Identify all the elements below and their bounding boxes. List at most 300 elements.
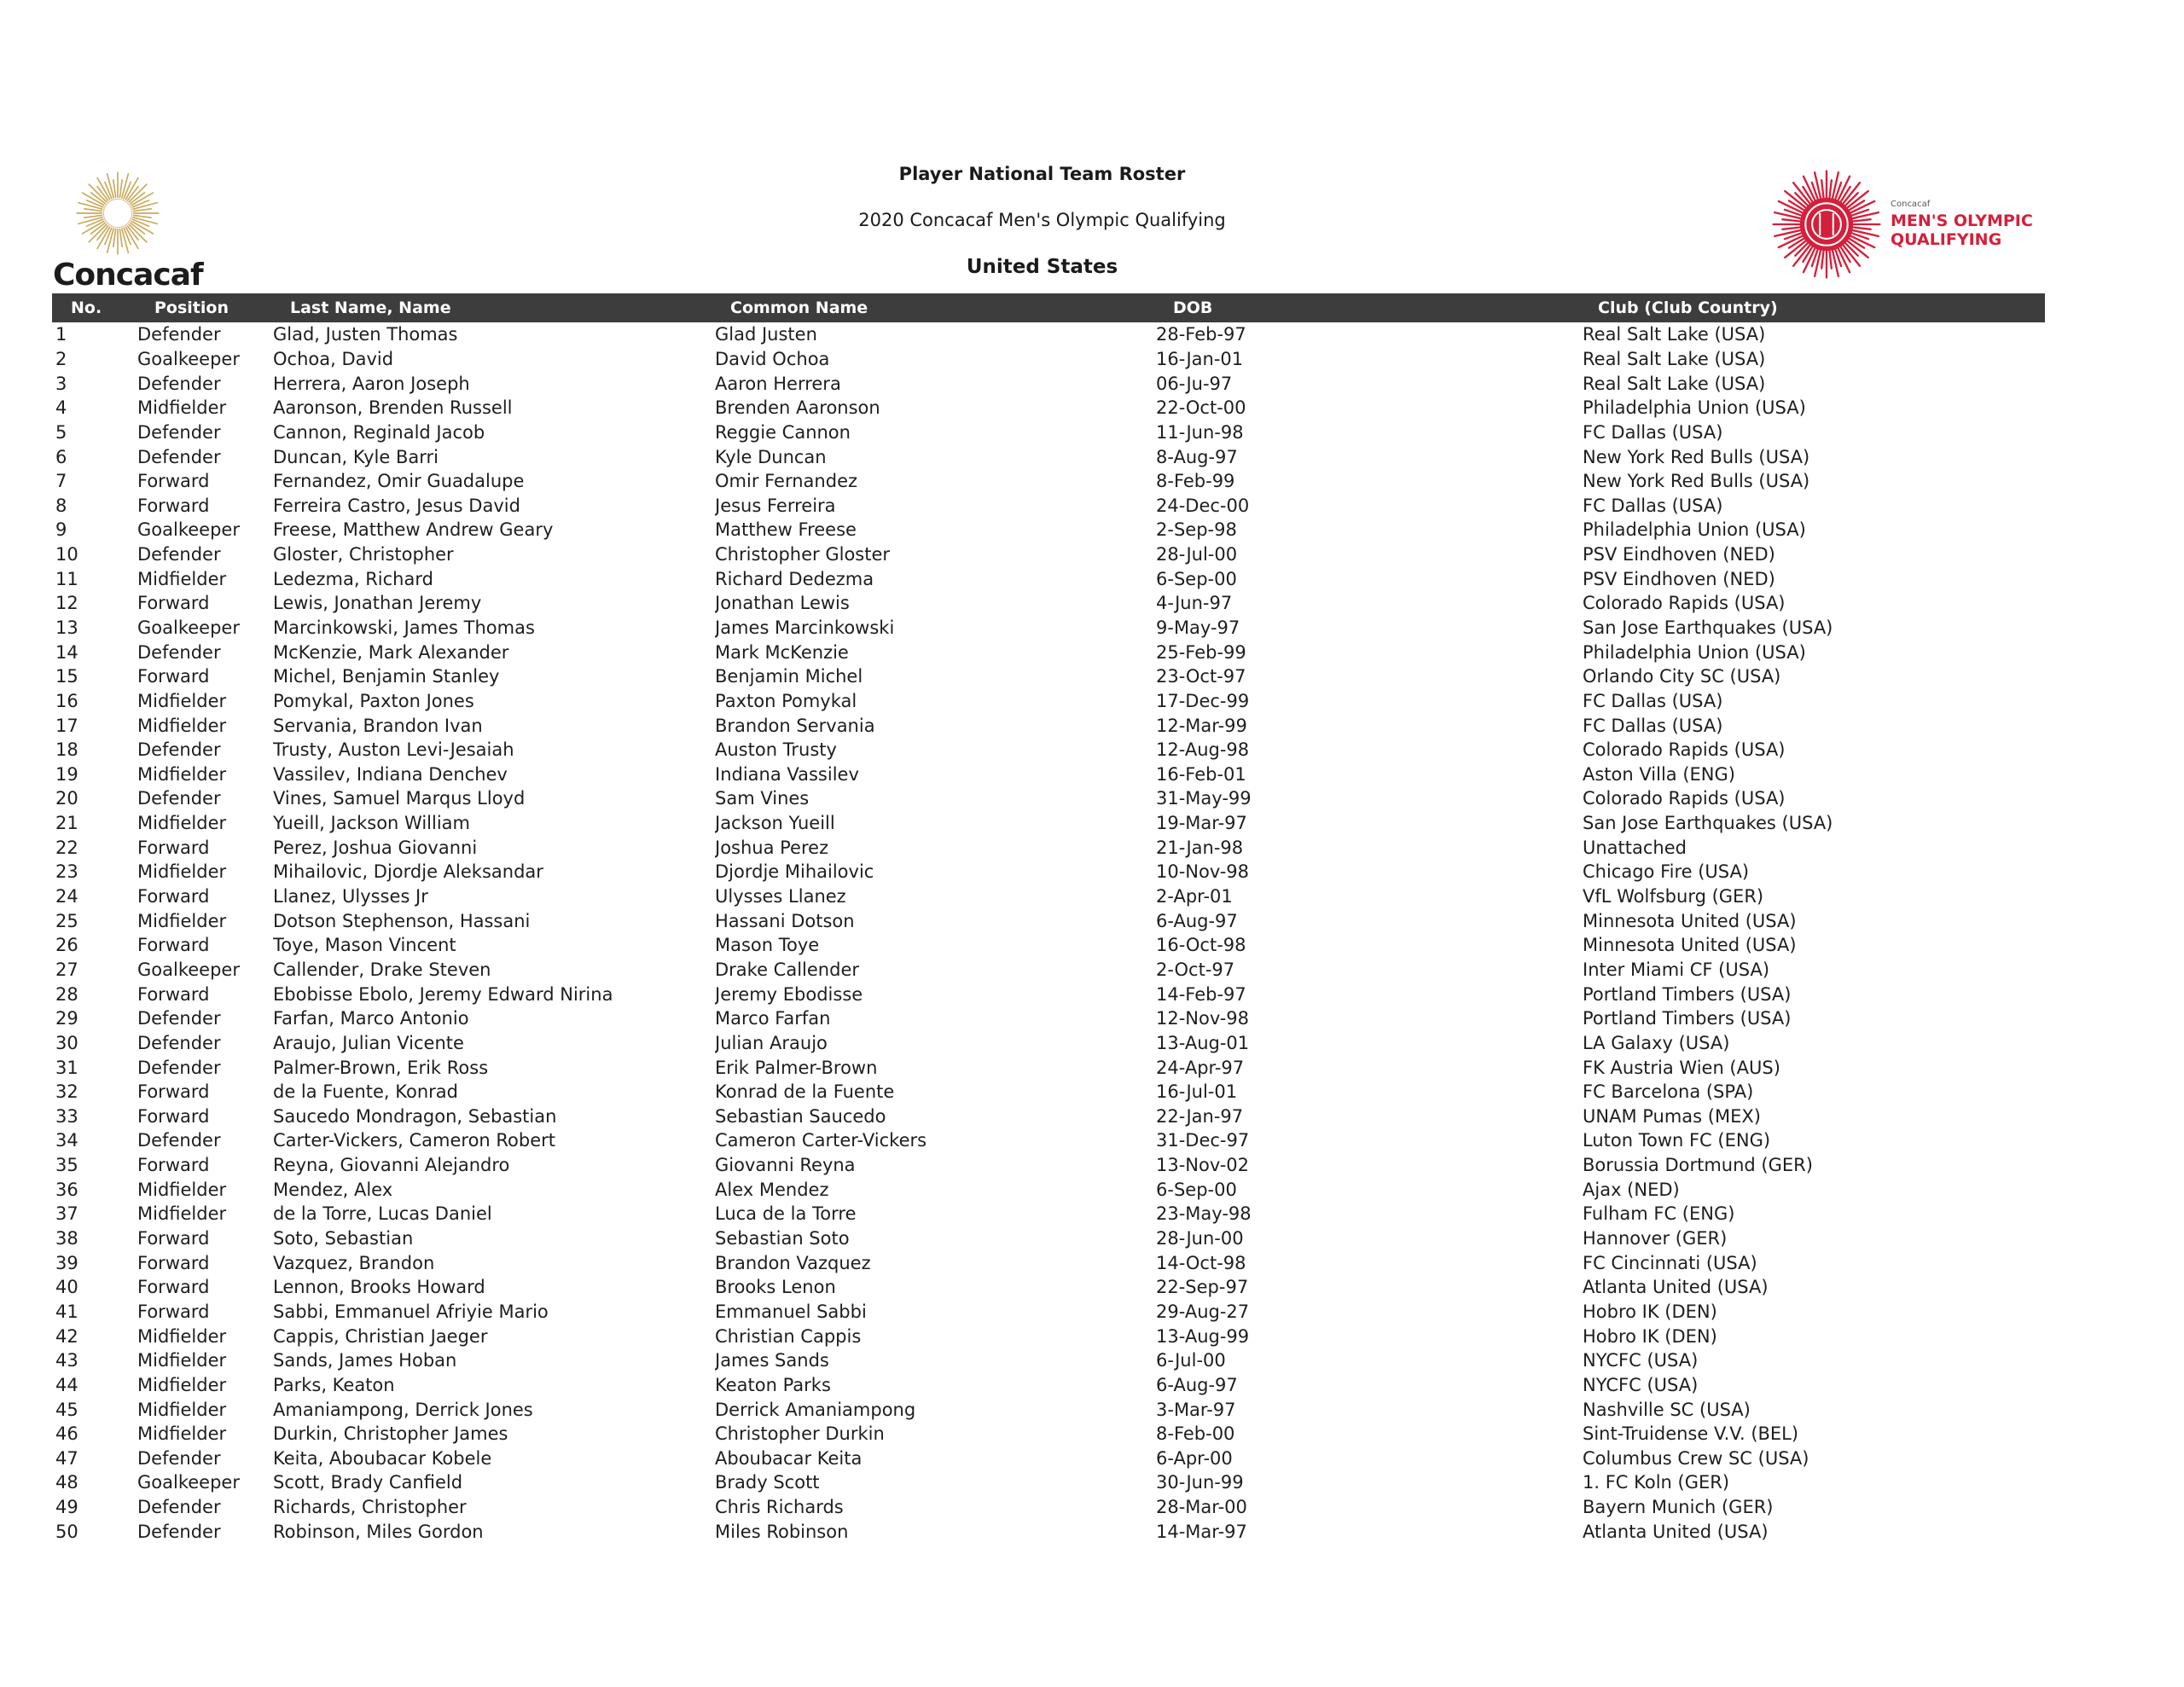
cell-last-name: Ferreira Castro, Jesus David — [273, 495, 520, 516]
cell-club: FC Dallas (USA) — [1583, 715, 1723, 736]
cell-last-name: Ochoa, David — [273, 348, 394, 369]
cell-last-name: Cannon, Reginald Jacob — [273, 421, 485, 443]
cell-no: 43 — [55, 1350, 78, 1371]
olympic-qualifying-logo — [1771, 169, 2033, 280]
cell-club: Philadelphia Union (USA) — [1583, 397, 1806, 419]
cell-no: 1 — [55, 324, 67, 345]
cell-common-name: Luca de la Torre — [715, 1203, 857, 1225]
cell-dob: 16-Jan-01 — [1156, 348, 1244, 369]
cell-club: FC Cincinnati (USA) — [1583, 1252, 1757, 1273]
cell-last-name: Soto, Sebastian — [273, 1228, 414, 1249]
cell-dob: 22-Oct-00 — [1156, 397, 1246, 419]
cell-club: Columbus Crew SC (USA) — [1583, 1447, 1809, 1469]
cell-common-name: Chris Richards — [715, 1497, 844, 1518]
table-row — [52, 518, 2045, 542]
cell-dob: 4-Jun-97 — [1156, 593, 1233, 614]
team-name: United States — [966, 256, 1118, 278]
cell-last-name: Palmer-Brown, Erik Ross — [273, 1057, 489, 1078]
cell-dob: 28-Feb-97 — [1156, 324, 1246, 345]
cell-position: Defender — [137, 1130, 221, 1151]
cell-last-name: Trusty, Auston Levi-Jesaiah — [273, 739, 514, 761]
cell-position: Forward — [137, 886, 210, 907]
cell-position: Forward — [137, 495, 210, 516]
cell-dob: 21-Jan-98 — [1156, 837, 1244, 858]
cell-last-name: Glad, Justen Thomas — [273, 324, 458, 345]
table-row — [52, 640, 2045, 664]
cell-no: 6 — [55, 446, 67, 467]
cell-dob: 2-Sep-98 — [1156, 519, 1237, 541]
cell-dob: 30-Jun-99 — [1156, 1472, 1244, 1493]
cell-position: Forward — [137, 1228, 210, 1249]
cell-no: 22 — [55, 837, 78, 858]
cell-position: Forward — [137, 666, 210, 687]
table-row — [52, 1250, 2045, 1275]
table-row — [52, 762, 2045, 787]
cell-no: 31 — [55, 1057, 78, 1078]
cell-no: 19 — [55, 763, 78, 785]
table-row — [52, 908, 2045, 933]
cell-no: 37 — [55, 1203, 78, 1225]
cell-no: 41 — [55, 1301, 78, 1322]
cell-club: Real Salt Lake (USA) — [1583, 348, 1766, 369]
table-row — [52, 1104, 2045, 1129]
cell-dob: 9-May-97 — [1156, 617, 1240, 638]
cell-dob: 22-Jan-97 — [1156, 1105, 1244, 1127]
cell-dob: 22-Sep-97 — [1156, 1277, 1249, 1298]
table-row — [52, 371, 2045, 396]
cell-position: Forward — [137, 983, 210, 1005]
table-row — [52, 1422, 2045, 1446]
cell-position: Defender — [137, 446, 221, 467]
cell-last-name: Carter-Vickers, Cameron Robert — [273, 1130, 556, 1151]
cell-common-name: Drake Callender — [715, 959, 859, 980]
cell-common-name: Derrick Amaniampong — [715, 1399, 916, 1420]
cell-position: Goalkeeper — [137, 959, 240, 980]
cell-no: 30 — [55, 1032, 78, 1053]
olympic-brand-line1: MEN'S OLYMPIC — [1891, 212, 2033, 230]
cell-common-name: Mason Toye — [715, 935, 820, 956]
cell-no: 12 — [55, 593, 78, 614]
table-row — [52, 958, 2045, 983]
cell-common-name: Konrad de la Fuente — [715, 1081, 895, 1103]
cell-position: Defender — [137, 1497, 221, 1518]
cell-club: PSV Eindhoven (NED) — [1583, 544, 1775, 565]
cell-position: Forward — [137, 837, 210, 858]
table-row — [52, 1397, 2045, 1422]
cell-club: Hobro IK (DEN) — [1583, 1301, 1717, 1322]
table-row — [52, 713, 2045, 738]
table-row — [52, 884, 2045, 909]
cell-position: Midfielder — [137, 813, 227, 834]
cell-dob: 31-May-99 — [1156, 788, 1252, 809]
cell-club: Borussia Dortmund (GER) — [1583, 1155, 1813, 1176]
cell-last-name: Robinson, Miles Gordon — [273, 1521, 484, 1542]
cell-last-name: Reyna, Giovanni Alejandro — [273, 1155, 510, 1176]
cell-club: NYCFC (USA) — [1583, 1350, 1699, 1371]
cell-common-name: Matthew Freese — [715, 519, 857, 541]
roster-table-body — [52, 322, 2045, 1544]
cell-no: 50 — [55, 1521, 78, 1542]
cell-club: Portland Timbers (USA) — [1583, 983, 1792, 1005]
cell-no: 38 — [55, 1228, 78, 1249]
cell-dob: 6-Sep-00 — [1156, 568, 1237, 589]
cell-club: San Jose Earthquakes (USA) — [1583, 617, 1833, 638]
table-row — [52, 738, 2045, 762]
cell-position: Midfielder — [137, 763, 227, 785]
cell-no: 44 — [55, 1374, 78, 1395]
cell-last-name: Perez, Joshua Giovanni — [273, 837, 478, 858]
cell-last-name: Llanez, Ulysses Jr — [273, 886, 428, 907]
table-row — [52, 835, 2045, 860]
cell-no: 49 — [55, 1497, 78, 1518]
table-row — [52, 1446, 2045, 1470]
cell-club: Sint-Truidense V.V. (BEL) — [1583, 1423, 1799, 1445]
cell-position: Midfielder — [137, 1179, 227, 1200]
cell-dob: 6-Aug-97 — [1156, 910, 1238, 931]
cell-common-name: Benjamin Michel — [715, 666, 863, 687]
cell-common-name: Mark McKenzie — [715, 641, 849, 663]
cell-club: Real Salt Lake (USA) — [1583, 324, 1766, 345]
cell-position: Goalkeeper — [137, 617, 240, 638]
cell-dob: 6-Jul-00 — [1156, 1350, 1226, 1371]
cell-last-name: Callender, Drake Steven — [273, 959, 491, 980]
cell-common-name: Cameron Carter-Vickers — [715, 1130, 927, 1151]
cell-common-name: Marco Farfan — [715, 1008, 831, 1029]
cell-club: VfL Wolfsburg (GER) — [1583, 886, 1764, 907]
cell-no: 16 — [55, 690, 78, 711]
table-row — [52, 1128, 2045, 1153]
cell-club: PSV Eindhoven (NED) — [1583, 568, 1775, 589]
cell-position: Goalkeeper — [137, 1472, 240, 1493]
cell-club: FC Dallas (USA) — [1583, 495, 1723, 516]
cell-no: 28 — [55, 983, 78, 1005]
cell-common-name: Paxton Pomykal — [715, 690, 857, 711]
col-header-club: Club (Club Country) — [1583, 293, 2045, 322]
cell-last-name: Ebobisse Ebolo, Jeremy Edward Nirina — [273, 983, 613, 1005]
cell-last-name: de la Fuente, Konrad — [273, 1081, 458, 1103]
cell-last-name: Freese, Matthew Andrew Geary — [273, 519, 554, 541]
table-row — [52, 1177, 2045, 1202]
cell-position: Defender — [137, 739, 221, 761]
cell-common-name: James Marcinkowski — [715, 617, 895, 638]
cell-last-name: Fernandez, Omir Guadalupe — [273, 471, 525, 492]
cell-position: Forward — [137, 1105, 210, 1127]
cell-position: Defender — [137, 373, 221, 394]
table-row — [52, 1031, 2045, 1056]
cell-common-name: Sebastian Saucedo — [715, 1105, 886, 1127]
cell-club: 1. FC Koln (GER) — [1583, 1472, 1730, 1493]
cell-club: Colorado Rapids (USA) — [1583, 593, 1786, 614]
cell-dob: 13-Nov-02 — [1156, 1155, 1250, 1176]
col-header-last-name: Last Name, Name — [273, 293, 715, 322]
cell-common-name: Brandon Vazquez — [715, 1252, 871, 1273]
table-row — [52, 860, 2045, 884]
cell-position: Defender — [137, 1521, 221, 1542]
cell-dob: 6-Sep-00 — [1156, 1179, 1237, 1200]
cell-common-name: Brooks Lenon — [715, 1277, 836, 1298]
cell-no: 8 — [55, 495, 67, 516]
cell-last-name: Araujo, Julian Vicente — [273, 1032, 464, 1053]
cell-no: 4 — [55, 397, 67, 419]
cell-dob: 16-Feb-01 — [1156, 763, 1246, 785]
cell-common-name: Brenden Aaronson — [715, 397, 880, 419]
cell-dob: 28-Jun-00 — [1156, 1228, 1244, 1249]
cell-last-name: Michel, Benjamin Stanley — [273, 666, 500, 687]
cell-position: Midfielder — [137, 1325, 227, 1347]
table-row — [52, 689, 2045, 714]
cell-common-name: Alex Mendez — [715, 1179, 829, 1200]
cell-club: Hannover (GER) — [1583, 1228, 1728, 1249]
cell-club: Portland Timbers (USA) — [1583, 1008, 1792, 1029]
cell-last-name: Yueill, Jackson William — [273, 813, 471, 834]
cell-position: Midfielder — [137, 910, 227, 931]
cell-common-name: Jesus Ferreira — [715, 495, 836, 516]
cell-last-name: Keita, Aboubacar Kobele — [273, 1447, 492, 1469]
cell-dob: 16-Jul-01 — [1156, 1081, 1238, 1103]
cell-no: 21 — [55, 813, 78, 834]
cell-no: 5 — [55, 421, 67, 443]
cell-dob: 13-Aug-99 — [1156, 1325, 1250, 1347]
cell-last-name: Servania, Brandon Ivan — [273, 715, 483, 736]
cell-dob: 06-Ju-97 — [1156, 373, 1233, 394]
cell-position: Forward — [137, 1252, 210, 1273]
cell-last-name: Pomykal, Paxton Jones — [273, 690, 474, 711]
cell-club: San Jose Earthquakes (USA) — [1583, 813, 1833, 834]
cell-last-name: de la Torre, Lucas Daniel — [273, 1203, 492, 1225]
cell-last-name: Marcinkowski, James Thomas — [273, 617, 535, 638]
table-row — [52, 1006, 2045, 1031]
cell-no: 24 — [55, 886, 78, 907]
cell-common-name: Djordje Mihailovic — [715, 861, 874, 883]
cell-club: Real Salt Lake (USA) — [1583, 373, 1766, 394]
cell-club: Minnesota United (USA) — [1583, 935, 1797, 956]
cell-common-name: Joshua Perez — [715, 837, 829, 858]
table-row — [52, 1202, 2045, 1226]
cell-position: Defender — [137, 421, 221, 443]
cell-no: 40 — [55, 1277, 78, 1298]
cell-dob: 31-Dec-97 — [1156, 1130, 1250, 1151]
cell-position: Forward — [137, 1301, 210, 1322]
cell-common-name: Ulysses Llanez — [715, 886, 846, 907]
cell-club: Colorado Rapids (USA) — [1583, 788, 1786, 809]
cell-position: Midfielder — [137, 397, 227, 419]
cell-dob: 12-Nov-98 — [1156, 1008, 1250, 1029]
cell-no: 11 — [55, 568, 78, 589]
cell-position: Midfielder — [137, 1423, 227, 1445]
table-row — [52, 811, 2045, 836]
cell-dob: 8-Aug-97 — [1156, 446, 1238, 467]
cell-position: Midfielder — [137, 1399, 227, 1420]
cell-no: 27 — [55, 959, 78, 980]
table-row — [52, 1226, 2045, 1251]
table-row — [52, 1055, 2045, 1080]
cell-common-name: Christopher Durkin — [715, 1423, 885, 1445]
cell-club: NYCFC (USA) — [1583, 1374, 1699, 1395]
col-header-dob: DOB — [1156, 293, 1583, 322]
cell-dob: 23-Oct-97 — [1156, 666, 1246, 687]
col-header-position: Position — [137, 293, 273, 322]
cell-club: Orlando City SC (USA) — [1583, 666, 1781, 687]
table-row — [52, 1495, 2045, 1520]
cell-no: 9 — [55, 519, 67, 541]
cell-club: Unattached — [1583, 837, 1687, 858]
cell-club: Philadelphia Union (USA) — [1583, 519, 1806, 541]
cell-position: Defender — [137, 1057, 221, 1078]
cell-no: 20 — [55, 788, 78, 809]
cell-no: 17 — [55, 715, 78, 736]
cell-last-name: Ledezma, Richard — [273, 568, 433, 589]
cell-dob: 23-May-98 — [1156, 1203, 1252, 1225]
cell-last-name: Toye, Mason Vincent — [273, 935, 456, 956]
table-row — [52, 1324, 2045, 1348]
cell-last-name: Saucedo Mondragon, Sebastian — [273, 1105, 557, 1127]
cell-last-name: McKenzie, Mark Alexander — [273, 641, 509, 663]
cell-common-name: Aboubacar Keita — [715, 1447, 863, 1469]
cell-last-name: Scott, Brady Canfield — [273, 1472, 463, 1493]
cell-position: Forward — [137, 471, 210, 492]
table-row — [52, 420, 2045, 445]
cell-common-name: Erik Palmer-Brown — [715, 1057, 878, 1078]
cell-position: Defender — [137, 788, 221, 809]
cell-club: Luton Town FC (ENG) — [1583, 1130, 1771, 1151]
cell-no: 45 — [55, 1399, 78, 1420]
cell-last-name: Lennon, Brooks Howard — [273, 1277, 485, 1298]
cell-common-name: Jonathan Lewis — [715, 593, 850, 614]
cell-dob: 13-Aug-01 — [1156, 1032, 1250, 1053]
cell-club: Chicago Fire (USA) — [1583, 861, 1750, 883]
cell-last-name: Vassilev, Indiana Denchev — [273, 763, 508, 785]
cell-common-name: Jackson Yueill — [715, 813, 835, 834]
cell-common-name: Omir Fernandez — [715, 471, 858, 492]
table-row — [52, 982, 2045, 1006]
cell-common-name: Julian Araujo — [715, 1032, 828, 1053]
cell-no: 3 — [55, 373, 67, 394]
cell-club: FK Austria Wien (AUS) — [1583, 1057, 1780, 1078]
cell-position: Forward — [137, 935, 210, 956]
cell-common-name: Indiana Vassilev — [715, 763, 859, 785]
cell-dob: 8-Feb-00 — [1156, 1423, 1235, 1445]
cell-common-name: Jeremy Ebodisse — [715, 983, 863, 1005]
cell-position: Forward — [137, 1081, 210, 1103]
cell-common-name: David Ochoa — [715, 348, 830, 369]
table-row — [52, 1153, 2045, 1178]
cell-dob: 14-Mar-97 — [1156, 1521, 1247, 1542]
table-row — [52, 591, 2045, 616]
cell-dob: 24-Apr-97 — [1156, 1057, 1245, 1078]
table-row — [52, 616, 2045, 641]
cell-common-name: Keaton Parks — [715, 1374, 831, 1395]
table-row — [52, 664, 2045, 689]
table-row — [52, 933, 2045, 958]
table-row — [52, 1275, 2045, 1300]
table-row — [52, 542, 2045, 567]
cell-dob: 14-Oct-98 — [1156, 1252, 1246, 1273]
cell-position: Defender — [137, 324, 221, 345]
cell-dob: 12-Aug-98 — [1156, 739, 1250, 761]
olympic-brand-small: Concacaf — [1891, 200, 1931, 209]
cell-no: 7 — [55, 471, 67, 492]
cell-common-name: Reggie Cannon — [715, 421, 851, 443]
cell-club: FC Barcelona (SPA) — [1583, 1081, 1754, 1103]
cell-club: Philadelphia Union (USA) — [1583, 641, 1806, 663]
cell-last-name: Mendez, Alex — [273, 1179, 393, 1200]
cell-club: Inter Miami CF (USA) — [1583, 959, 1770, 980]
cell-common-name: Auston Trusty — [715, 739, 837, 761]
cell-no: 35 — [55, 1155, 78, 1176]
table-row — [52, 1080, 2045, 1104]
cell-last-name: Richards, Christopher — [273, 1497, 467, 1518]
cell-club: FC Dallas (USA) — [1583, 421, 1723, 443]
table-row — [52, 1519, 2045, 1544]
cell-no: 33 — [55, 1105, 78, 1127]
cell-club: Hobro IK (DEN) — [1583, 1325, 1717, 1347]
cell-club: Fulham FC (ENG) — [1583, 1203, 1735, 1225]
cell-club: Colorado Rapids (USA) — [1583, 739, 1786, 761]
cell-last-name: Vazquez, Brandon — [273, 1252, 435, 1273]
cell-dob: 12-Mar-99 — [1156, 715, 1247, 736]
cell-dob: 3-Mar-97 — [1156, 1399, 1236, 1420]
cell-last-name: Gloster, Christopher — [273, 544, 454, 565]
cell-no: 25 — [55, 910, 78, 931]
cell-club: Bayern Munich (GER) — [1583, 1497, 1774, 1518]
cell-common-name: Sebastian Soto — [715, 1228, 850, 1249]
cell-position: Midfielder — [137, 861, 227, 883]
cell-common-name: Emmanuel Sabbi — [715, 1301, 867, 1322]
cell-common-name: Sam Vines — [715, 788, 810, 809]
table-row — [52, 1470, 2045, 1495]
table-row — [52, 1300, 2045, 1325]
cell-last-name: Herrera, Aaron Joseph — [273, 373, 470, 394]
cell-common-name: Christian Cappis — [715, 1325, 862, 1347]
cell-club: FC Dallas (USA) — [1583, 690, 1723, 711]
table-row — [52, 347, 2045, 372]
col-header-common-name: Common Name — [715, 293, 1156, 322]
cell-position: Midfielder — [137, 1203, 227, 1225]
cell-last-name: Cappis, Christian Jaeger — [273, 1325, 488, 1347]
cell-last-name: Sands, James Hoban — [273, 1350, 457, 1371]
cell-dob: 2-Apr-01 — [1156, 886, 1233, 907]
cell-dob: 14-Feb-97 — [1156, 983, 1246, 1005]
cell-last-name: Aaronson, Brenden Russell — [273, 397, 513, 419]
cell-last-name: Dotson Stephenson, Hassani — [273, 910, 531, 931]
cell-dob: 17-Dec-99 — [1156, 690, 1250, 711]
cell-position: Goalkeeper — [137, 348, 240, 369]
cell-common-name: Hassani Dotson — [715, 910, 855, 931]
cell-position: Defender — [137, 544, 221, 565]
concacaf-wordmark: Concacaf — [53, 258, 203, 293]
cell-dob: 10-Nov-98 — [1156, 861, 1250, 883]
cell-position: Forward — [137, 1155, 210, 1176]
cell-dob: 6-Apr-00 — [1156, 1447, 1233, 1469]
cell-position: Midfielder — [137, 1350, 227, 1371]
cell-club: UNAM Pumas (MEX) — [1583, 1105, 1761, 1127]
cell-club: Ajax (NED) — [1583, 1179, 1680, 1200]
cell-dob: 2-Oct-97 — [1156, 959, 1235, 980]
cell-last-name: Duncan, Kyle Barri — [273, 446, 439, 467]
cell-dob: 29-Aug-27 — [1156, 1301, 1250, 1322]
cell-club: Atlanta United (USA) — [1583, 1277, 1769, 1298]
cell-no: 47 — [55, 1447, 78, 1469]
cell-common-name: Brady Scott — [715, 1472, 820, 1493]
cell-last-name: Farfan, Marco Antonio — [273, 1008, 469, 1029]
cell-club: Minnesota United (USA) — [1583, 910, 1797, 931]
cell-club: Atlanta United (USA) — [1583, 1521, 1769, 1542]
table-row — [52, 322, 2045, 347]
cell-club: New York Red Bulls (USA) — [1583, 471, 1810, 492]
cell-position: Midfielder — [137, 715, 227, 736]
cell-last-name: Durkin, Christopher James — [273, 1423, 508, 1445]
cell-position: Goalkeeper — [137, 519, 240, 541]
